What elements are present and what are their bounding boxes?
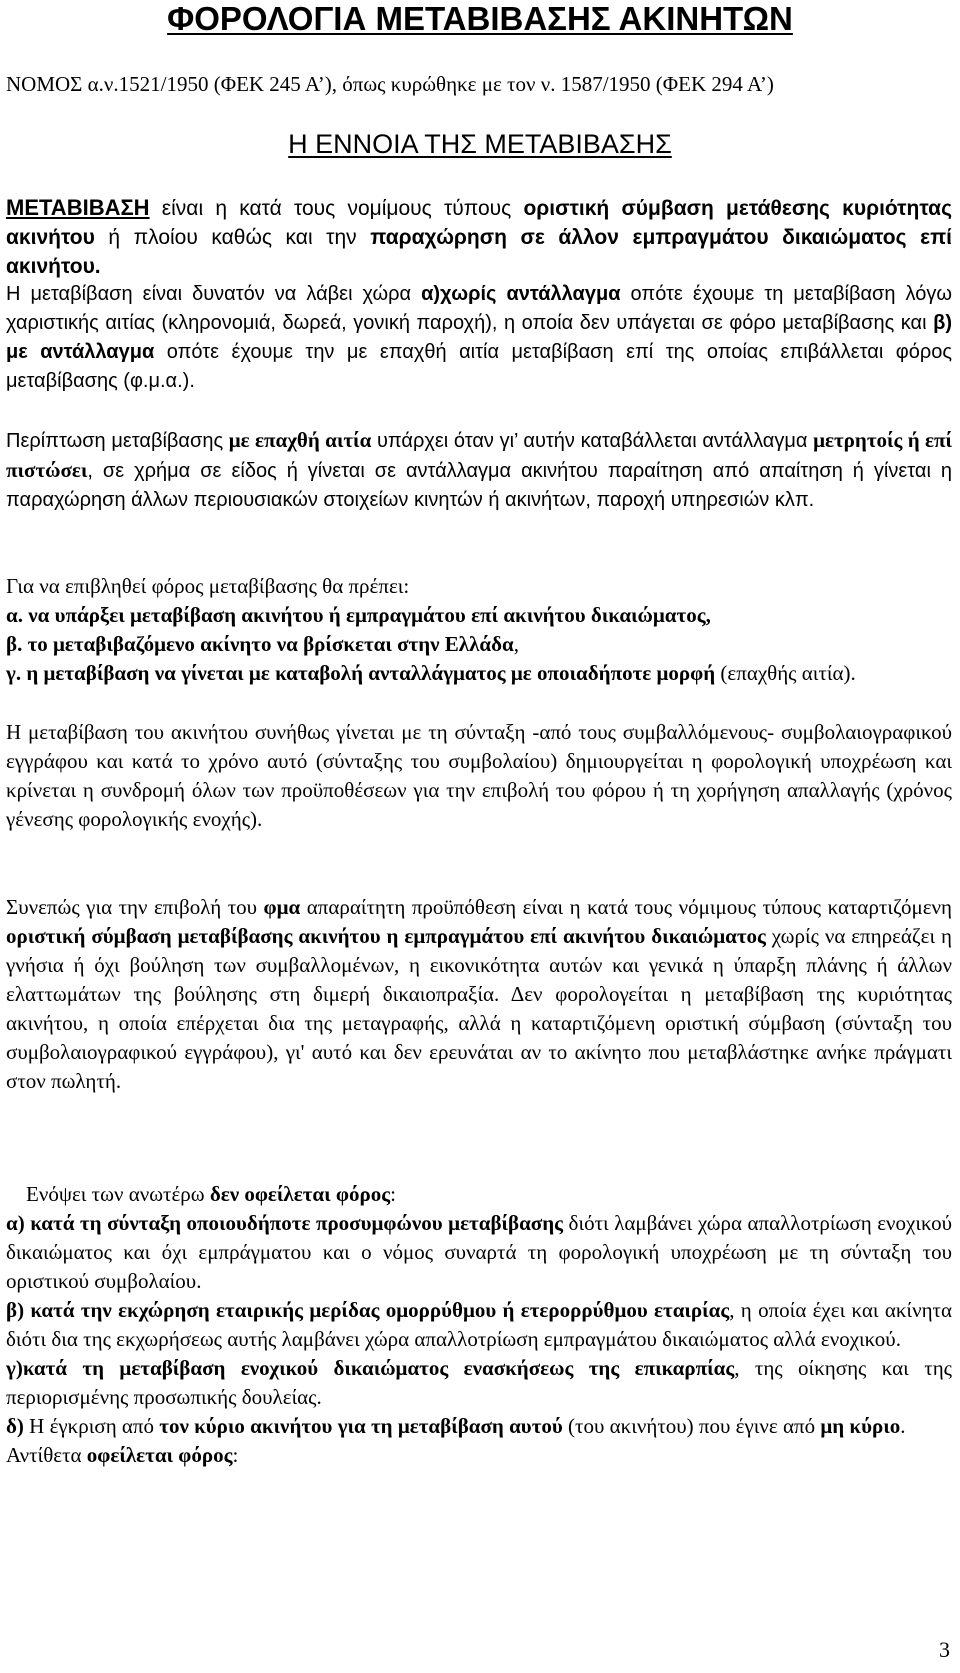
item-a-bold: α) κατά τη σύνταξη οποιουδήποτε προσυμφώνου μεταβίβασης [6, 1211, 564, 1235]
para4-bold-2: οριστική σύμβαση μεταβίβασης ακινήτου η εμπραγμάτου επί ακινήτου δικαιώματος [6, 924, 766, 948]
definition-paragraph [6, 193, 952, 281]
paragraph-tax-prerequisite [6, 893, 952, 1096]
condition-c-tail: (επαχθής αιτία). [715, 661, 856, 685]
definition-term: ΜΕΤΑΒΙΒΑΣΗ [6, 195, 150, 220]
para4-bold-1: φμα [263, 895, 301, 919]
para1-text-1: Η μεταβίβαση είναι δυνατόν να λάβει χώρα [6, 283, 422, 305]
item-d-bold-1: τον κύριο ακινήτου για τη μεταβίβαση αυτού [159, 1414, 563, 1438]
owed-bold: οφείλεται φόρος [86, 1443, 233, 1467]
para4-text-2: απαραίτητη προϋπόθεση είναι η κατά τους νόμιμους τύπους καταρτιζόμενη [300, 895, 952, 919]
para1-text-2: οπότε έχουμε τη μεταβίβαση λόγω χαριστικής αιτίας (κληρονομιά, δωρεά, γονική παροχή), η οποία δεν υπάγεται σε φόρο μεταβίβασης και [6, 283, 952, 334]
para1-bold-1: α)χωρίς αντάλλαγμα [421, 283, 621, 305]
item-c-bold: γ)κατά τη μεταβίβαση ενοχικού δικαιώματος ενασκήσεως της επικαρπίας [6, 1356, 735, 1380]
paragraph-tax-liability-time [6, 718, 952, 834]
not-owed-bold: δεν οφείλεται φόρος [209, 1182, 391, 1206]
para4-text-1: Συνεπώς για την επιβολή του [6, 895, 264, 919]
definition-bold-2: παραχώρηση σε άλλον εμπραγμάτου δικαιώματος επί ακινήτου. [6, 226, 952, 278]
item-c-text: , της οίκησης και της περιορισμένης προσωπικής δουλείας. [6, 1356, 952, 1409]
item-d-label: δ) [6, 1414, 24, 1438]
item-b-text: , η οποία έχει και ακίνητα διότι δια της εκχωρήσεως αυτής λαμβάνει χώρα απαλλοτρίωση εμπραγμάτου δικαιώματος αλλά ενοχικού. [6, 1298, 952, 1351]
condition-b-tail: , [513, 632, 519, 656]
law-reference: ΝΟΜΟΣ α.ν.1521/1950 (ΦΕΚ 245 Α’), όπως κυρώθηκε με τον ν. 1587/1950 (ΦΕΚ 294 Α’) [6, 72, 774, 96]
page-number: 3 [939, 1637, 950, 1662]
para2-text-2: υπάρχει όταν γι’ αυτήν καταβάλλεται αντάλλαγμα [371, 430, 814, 452]
definition-bold-1: οριστική σύμβαση μετάθεσης κυριότητας ακινήτου [6, 197, 952, 249]
page-title: ΦΟΡΟΛΟΓΙΑ ΜΕΤΑΒΙΒΑΣΗΣ ΑΚΙΝΗΤΩΝ [167, 0, 793, 37]
item-b-bold: β) κατά την εκχώρηση εταιρικής μερίδας ομορρύθμου ή ετερορρύθμου εταιρίας [6, 1298, 730, 1322]
para3-text: Η μεταβίβαση του ακινήτου συνήθως γίνεται με τη σύνταξη -από τους συμβαλλόμενους- συμβολαιογραφικού εγγράφου και κατά το χρόνο αυτό (σύνταξης του συμβολαίου) δημιουργείται η φορολογική υποχρέωση και κρίνεται η συνδρομή όλων των προϋποθέσεων για την επιβολή του φόρου ή τη χορήγηση απαλλαγής (χρόνος γένεσης φορολογικής ενοχής). [6, 720, 952, 831]
section-heading: Η ΕΝΝΟΙΑ ΤΗΣ ΜΕΤΑΒΙΒΑΣΗΣ [288, 129, 672, 159]
item-d-text-1: Η έγκριση από [23, 1414, 160, 1438]
not-owed-block [6, 1180, 952, 1470]
para4-text-3: χωρίς να επηρεάζει η γνήσια ή όχι βούληση των συμβαλλομένων, η εικονικότητα αυτών και γενικά η ύπαρξη πλάνης ή άλλων ελαττωμάτων της βούλησης στη διμερή δικαιοπραξία. Δεν φορολογείται η μεταβίβαση της κυριότητας ακινήτου, η οποία επέρχεται δια της μεταγραφής, αλλά η καταρτιζόμενη οριστική σύμβαση (σύνταξη του συμβολαιογραφικού εγγράφου), γι' αυτό και δεν ερευνάται αν το ακίνητο που μεταβλάστηκε ανήκε πράγματι στον πωλητή. [6, 924, 952, 1093]
conditions-intro: Για να επιβληθεί φόρος μεταβίβασης θα πρέπει: [6, 574, 410, 598]
item-d-bold-2: μη κύριο [820, 1414, 901, 1438]
para2-bold-2: μετρητοίς ή επί πιστώσει [6, 428, 953, 482]
not-owed-text-1: Ενόψει των ανωτέρω [26, 1182, 210, 1206]
para2-bold-1: με επαχθή αιτία [228, 428, 372, 452]
owed-text-2: : [232, 1443, 239, 1467]
conditions-block [6, 572, 952, 688]
condition-c: γ. η μεταβίβαση να γίνεται με καταβολή ανταλλάγματος με οποιαδήποτε μορφή [6, 661, 716, 685]
para1-text-3: οπότε έχουμε την με επαχθή αιτία μεταβίβαση επί της οποίας επιβάλλεται φόρος μεταβίβασης (φ.μ.α.). [6, 341, 952, 392]
para2-text-1: Περίπτωση μεταβίβασης [6, 430, 229, 452]
condition-b: β. το μεταβιβαζόμενο ακίνητο να βρίσκεται στην Ελλάδα [6, 632, 514, 656]
para2-text-3: , σε χρήμα σε είδος ή γίνεται σε αντάλλαγμα ακινήτου παραίτηση από απαίτηση ή γίνεται η παραχώρηση άλλων περιουσιακών στοιχείων κινητών ή ακινήτων, παροχή υπηρεσιών κλπ. [6, 460, 952, 511]
item-d-text-2: (του ακινήτου) που έγινε από [562, 1414, 821, 1438]
definition-text-1: είναι η κατά τους νομίμους τύπους [149, 197, 524, 220]
owed-text-1: Αντίθετα [6, 1443, 87, 1467]
paragraph-transfer-types [6, 280, 952, 396]
definition-text-2: ή πλοίου καθώς και την [94, 226, 371, 249]
item-a-text: διότι λαμβάνει χώρα απαλλοτρίωση ενοχικού δικαιώματος και όχι εμπράγματου και ο νόμος συναρτά τη φορολογική υποχρέωση με τη σύνταξη του οριστικού συμβολαίου. [6, 1211, 953, 1293]
item-d-text-3: . [900, 1414, 906, 1438]
paragraph-onerous-cause [6, 426, 952, 515]
condition-a: α. να υπάρξει μεταβίβαση ακινήτου ή εμπραγμάτου επί ακινήτου δικαιώματος, [6, 603, 711, 627]
para1-bold-2: β) με αντάλλαγμα [6, 312, 952, 363]
not-owed-text-2: : [390, 1182, 396, 1206]
